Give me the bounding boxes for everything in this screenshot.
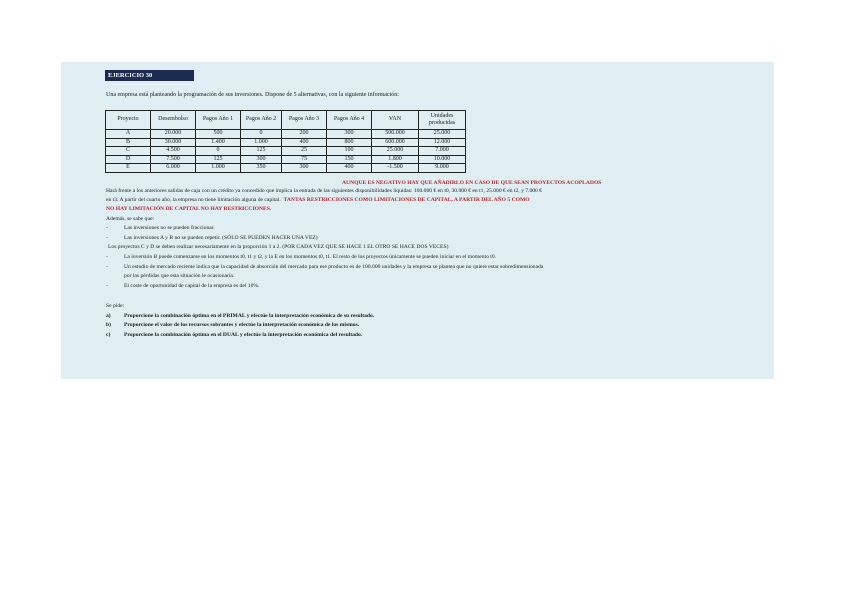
- table-cell: 100: [327, 147, 372, 156]
- table-header-cell: Desembolso: [151, 111, 196, 130]
- table-cell: 30.000: [151, 138, 196, 147]
- bullet-dash: -: [106, 225, 108, 231]
- table-cell: 25.000: [372, 147, 419, 156]
- note-no-limit: NO HAY LIMITACIÓN DE CAPITAL NO HAY RESTRICCIONES.: [106, 206, 272, 212]
- table-cell: A: [106, 130, 151, 139]
- table-cell: 10.000: [419, 155, 466, 164]
- table-cell: 7.000: [419, 147, 466, 156]
- question-item: [106, 321, 360, 329]
- table-cell: 20.000: [151, 130, 196, 139]
- table-cell: B: [106, 138, 151, 147]
- table-cell: 500.000: [372, 130, 419, 139]
- table-cell: 0: [196, 147, 241, 156]
- question-label: a): [106, 313, 111, 319]
- table-cell: 800: [327, 138, 372, 147]
- bullet-dash: -: [106, 264, 108, 270]
- bullet-text: Las inversiones A y B no se pueden repetir. (SÓLO SE PUEDEN HACER UNA VEZ): [124, 235, 318, 241]
- table-header-cell: Pagos Año 1: [196, 111, 241, 130]
- bullet-dash: -: [106, 283, 108, 289]
- question-label: c): [106, 332, 111, 338]
- table-cell: 300: [327, 130, 372, 139]
- note-restrictions: TANTAS RESTRICCIONES COMO LIMITACIONES DE CAPITAL, A PARTIR DEL AÑO 5 COMO: [283, 197, 530, 203]
- table-header-cell: Pagos Año 3: [282, 111, 327, 130]
- question-item: [106, 331, 363, 339]
- table-header-cell: Proyecto: [106, 111, 151, 130]
- table-cell: 1.800: [372, 155, 419, 164]
- table-cell: 350: [241, 164, 282, 173]
- table-cell: 125: [241, 147, 282, 156]
- table-cell: 25.000: [419, 130, 466, 139]
- table-cell: 1.000: [241, 138, 282, 147]
- bullet-dash: -: [106, 254, 108, 260]
- table-cell: 0: [241, 130, 282, 139]
- bullet-text: El coste de oportunidad de capital de la empresa es del 10%.: [124, 283, 260, 289]
- table-cell: 300: [282, 164, 327, 173]
- table-cell: E: [106, 164, 151, 173]
- table-cell: 1.000: [196, 164, 241, 173]
- table-cell: 600.000: [372, 138, 419, 147]
- table-cell: D: [106, 155, 151, 164]
- table-cell: 500: [196, 130, 241, 139]
- table-cell: 75: [282, 155, 327, 164]
- bullet-text: Las inversiones no se pueden fraccionar.: [124, 225, 215, 231]
- table-cell: 200: [282, 130, 327, 139]
- question-text: Proporcione el valor de los recursos sobrantes y efectúe la interpretación económica de los mismos.: [124, 322, 360, 328]
- bullet-text: La inversión B puede comenzarse en los momentos t0, t1 y t2, y la E en los momentos t0, t1. El resto de los proyectos únicamente se pueden iniciar en el momento t0.: [124, 254, 497, 260]
- paragraph-credit: Hará frente a los anteriores salidas de caja con un crédito ya concedido que implica la entrada de las siguientes disponibilidades líquidas: 100.000 € en t0, 30.000 € en t1, 25.000 € en t2, y 7.000 €: [106, 188, 543, 194]
- table-cell: 300: [241, 155, 282, 164]
- list-item: [106, 224, 215, 232]
- table-cell: 9.000: [419, 164, 466, 173]
- table-cell: 7.500: [151, 155, 196, 164]
- table-header-row: [106, 111, 466, 130]
- table-cell: 4.500: [151, 147, 196, 156]
- proportion-line: Los proyectos C y D se deben realizar necesariamente en la proporción 1 a 2. (POR CADA VEZ QUE SE HACE 1 EL OTRO SE HACE DOS VECES): [108, 244, 449, 250]
- table-cell: C: [106, 147, 151, 156]
- projects-table: [105, 110, 466, 173]
- table-row: [106, 130, 466, 139]
- se-pide-label: Se pide:: [106, 303, 125, 309]
- table-cell: 12.000: [419, 138, 466, 147]
- list-item: [106, 263, 544, 271]
- list-item: [106, 282, 260, 290]
- intro-text: Una empresa está planteando la programación de sus inversiones. Dispone de 5 alternativas, con la siguiente información:: [106, 92, 399, 98]
- table-header-cell: Pagos Año 2: [241, 111, 282, 130]
- list-item: [106, 234, 318, 242]
- paragraph-capital: en t3. A partir del cuarto año, la empresa no tiene limitación alguna de capital.: [106, 197, 281, 203]
- bullet-continuation: por las pérdidas que esta situación le ocasionaría.: [124, 273, 235, 279]
- table-cell: -1.500: [372, 164, 419, 173]
- table-row: [106, 138, 466, 147]
- table-cell: 1.400: [196, 138, 241, 147]
- list-item: [106, 253, 497, 261]
- paragraph-capital-line: [106, 196, 530, 204]
- table-cell: 400: [282, 138, 327, 147]
- exercise-title: EJERCICIO 30: [105, 70, 194, 81]
- table-cell: 6.000: [151, 164, 196, 173]
- table-row: [106, 164, 466, 173]
- table-header-cell: VAN: [372, 111, 419, 130]
- table-cell: 125: [196, 155, 241, 164]
- question-item: [106, 312, 375, 320]
- note-negative-van: AUNQUE ES NEGATIVO HAY QUE AÑADIRLO EN CASO DE QUE SEAN PROYECTOS ACOPLADOS: [342, 180, 602, 186]
- table-row: [106, 155, 466, 164]
- table-header-cell: Pagos Año 4: [327, 111, 372, 130]
- question-text: Proporcione la combinación óptima en el DUAL y efectúe la interpretación económica del resultado.: [124, 332, 363, 338]
- table-cell: 150: [327, 155, 372, 164]
- table-header-cell: Unidades producidas: [419, 111, 466, 130]
- bullet-dash: -: [106, 235, 108, 241]
- bullet-text: Un estudio de mercado reciente indica que la capacidad de absorción del mercado para ese producto es de 100.000 unidades y la empresa se plantea que no quiere estar sobredimensionada: [124, 264, 544, 270]
- table-row: [106, 147, 466, 156]
- question-label: b): [106, 322, 111, 328]
- table-cell: 400: [327, 164, 372, 173]
- table-cell: 25: [282, 147, 327, 156]
- question-text: Proporcione la combinación óptima en el PRIMAL y efectúe la interpretación económica de su resultado.: [124, 313, 375, 319]
- ademas-label: Además, se sabe que:: [106, 216, 155, 222]
